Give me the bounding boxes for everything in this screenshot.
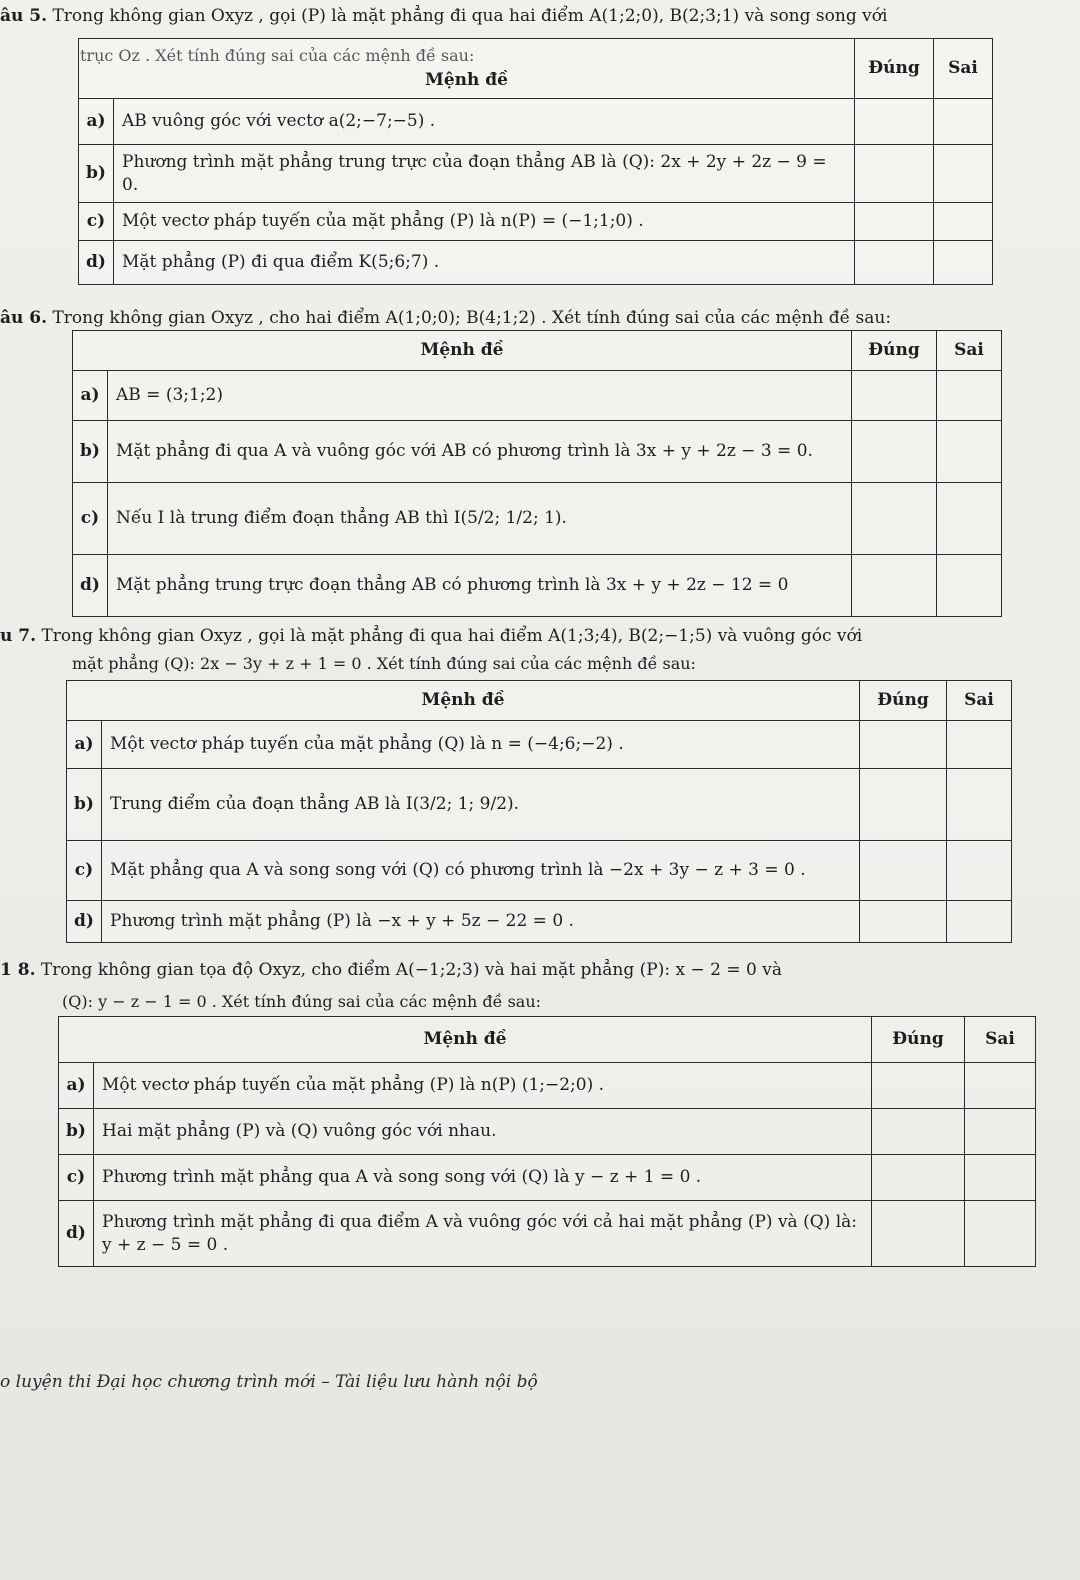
row-label: d) bbox=[73, 555, 108, 617]
row-statement: Một vectơ pháp tuyến của mặt phẳng (P) là n(P) = (−1;1;0) . bbox=[114, 203, 855, 241]
false-answer-cell[interactable] bbox=[965, 1201, 1036, 1267]
header-true: Đúng bbox=[852, 331, 937, 371]
row-statement: Mặt phẳng đi qua A và vuông góc với AB có phương trình là 3x + y + 2z − 3 = 0. bbox=[108, 421, 852, 483]
page-footer: o luyện thi Đại học chương trình mới – Tài liệu lưu hành nội bộ bbox=[0, 1372, 538, 1392]
table-row bbox=[73, 371, 1002, 421]
row-statement: Mặt phẳng qua A và song song với (Q) có phương trình là −2x + 3y − z + 3 = 0 . bbox=[102, 841, 860, 901]
false-answer-cell[interactable] bbox=[934, 99, 993, 145]
question-6-table bbox=[72, 330, 1002, 617]
row-statement: AB = (3;1;2) bbox=[108, 371, 852, 421]
true-answer-cell[interactable] bbox=[860, 769, 947, 841]
header-true: Đúng bbox=[872, 1017, 965, 1063]
row-statement: Nếu I là trung điểm đoạn thẳng AB thì I(5/2; 1/2; 1). bbox=[108, 483, 852, 555]
row-statement: Phương trình mặt phẳng qua A và song song với (Q) là y − z + 1 = 0 . bbox=[94, 1155, 872, 1201]
question-8-intro-2: (Q): y − z − 1 = 0 . Xét tính đúng sai của các mệnh đề sau: bbox=[62, 992, 542, 1011]
header-false: Sai bbox=[937, 331, 1002, 371]
row-statement: Một vectơ pháp tuyến của mặt phẳng (Q) là n = (−4;6;−2) . bbox=[102, 721, 860, 769]
true-answer-cell[interactable] bbox=[872, 1109, 965, 1155]
question-7-intro-2: mặt phẳng (Q): 2x − 3y + z + 1 = 0 . Xét tính đúng sai của các mệnh đề sau: bbox=[72, 654, 696, 673]
true-answer-cell[interactable] bbox=[855, 99, 934, 145]
row-statement: AB vuông góc với vectơ a(2;−7;−5) . bbox=[114, 99, 855, 145]
header-true: Đúng bbox=[855, 39, 934, 99]
row-label: b) bbox=[59, 1109, 94, 1155]
question-number: u 7. bbox=[0, 626, 37, 646]
true-answer-cell[interactable] bbox=[872, 1063, 965, 1109]
true-answer-cell[interactable] bbox=[855, 203, 934, 241]
true-answer-cell[interactable] bbox=[855, 241, 934, 285]
false-answer-cell[interactable] bbox=[937, 555, 1002, 617]
row-statement: Trung điểm của đoạn thẳng AB là I(3/2; 1; 9/2). bbox=[102, 769, 860, 841]
false-answer-cell[interactable] bbox=[947, 721, 1012, 769]
question-6-intro bbox=[0, 306, 891, 330]
row-label: a) bbox=[79, 99, 114, 145]
table-row bbox=[79, 241, 993, 285]
row-statement: Hai mặt phẳng (P) và (Q) vuông góc với nhau. bbox=[94, 1109, 872, 1155]
row-label: d) bbox=[79, 241, 114, 285]
row-label: a) bbox=[73, 371, 108, 421]
question-number: 1 8. bbox=[0, 960, 36, 980]
table-row bbox=[59, 1201, 1036, 1267]
question-7-table bbox=[66, 680, 1012, 943]
question-5-intro-2: trục Oz . Xét tính đúng sai của các mệnh đề sau: bbox=[80, 46, 475, 65]
row-label: d) bbox=[59, 1201, 94, 1267]
row-statement: Phương trình mặt phẳng trung trực của đoạn thẳng AB là (Q): 2x + 2y + 2z − 9 = 0. bbox=[114, 145, 855, 203]
true-answer-cell[interactable] bbox=[852, 555, 937, 617]
row-label: c) bbox=[59, 1155, 94, 1201]
question-8-intro bbox=[0, 958, 782, 982]
false-answer-cell[interactable] bbox=[937, 421, 1002, 483]
table-row bbox=[59, 1155, 1036, 1201]
header-false: Sai bbox=[947, 681, 1012, 721]
table-row bbox=[59, 1063, 1036, 1109]
table-row bbox=[59, 1109, 1036, 1155]
header-false: Sai bbox=[934, 39, 993, 99]
false-answer-cell[interactable] bbox=[947, 769, 1012, 841]
false-answer-cell[interactable] bbox=[934, 241, 993, 285]
false-answer-cell[interactable] bbox=[937, 371, 1002, 421]
question-text: Trong không gian tọa độ Oxyz, cho điểm A(−1;2;3) và hai mặt phẳng (P): x − 2 = 0 và bbox=[40, 960, 782, 980]
row-statement: Một vectơ pháp tuyến của mặt phẳng (P) là n(P) (1;−2;0) . bbox=[94, 1063, 872, 1109]
header-true: Đúng bbox=[860, 681, 947, 721]
question-text: Trong không gian Oxyz , gọi là mặt phẳng đi qua hai điểm A(1;3;4), B(2;−1;5) và vuông góc với bbox=[41, 626, 863, 646]
true-answer-cell[interactable] bbox=[872, 1201, 965, 1267]
table-row bbox=[67, 721, 1012, 769]
false-answer-cell[interactable] bbox=[934, 145, 993, 203]
question-5-intro bbox=[0, 4, 887, 28]
row-statement: Phương trình mặt phẳng (P) là −x + y + 5z − 22 = 0 . bbox=[102, 901, 860, 943]
false-answer-cell[interactable] bbox=[947, 841, 1012, 901]
true-answer-cell[interactable] bbox=[872, 1155, 965, 1201]
true-answer-cell[interactable] bbox=[855, 145, 934, 203]
header-statement: Mệnh đề bbox=[59, 1017, 872, 1063]
true-answer-cell[interactable] bbox=[852, 371, 937, 421]
row-label: a) bbox=[67, 721, 102, 769]
true-answer-cell[interactable] bbox=[860, 901, 947, 943]
table-row bbox=[73, 483, 1002, 555]
false-answer-cell[interactable] bbox=[937, 483, 1002, 555]
question-text: Trong không gian Oxyz , cho hai điểm A(1;0;0); B(4;1;2) . Xét tính đúng sai của các mệnh đề sau: bbox=[52, 308, 892, 328]
table-row bbox=[79, 145, 993, 203]
row-statement: Phương trình mặt phẳng đi qua điểm A và vuông góc với cả hai mặt phẳng (P) và (Q) là: y + z − 5 = 0 . bbox=[94, 1201, 872, 1267]
false-answer-cell[interactable] bbox=[965, 1155, 1036, 1201]
table-row bbox=[73, 555, 1002, 617]
question-5-table bbox=[78, 38, 993, 285]
false-answer-cell[interactable] bbox=[965, 1063, 1036, 1109]
row-label: a) bbox=[59, 1063, 94, 1109]
table-row bbox=[79, 203, 993, 241]
true-answer-cell[interactable] bbox=[852, 483, 937, 555]
row-label: b) bbox=[73, 421, 108, 483]
false-answer-cell[interactable] bbox=[934, 203, 993, 241]
table-row bbox=[79, 99, 993, 145]
table-row bbox=[67, 769, 1012, 841]
table-row bbox=[67, 841, 1012, 901]
header-statement: Mệnh đề bbox=[67, 681, 860, 721]
false-answer-cell[interactable] bbox=[965, 1109, 1036, 1155]
question-number: âu 6. bbox=[0, 308, 48, 328]
row-label: d) bbox=[67, 901, 102, 943]
row-label: b) bbox=[67, 769, 102, 841]
table-row bbox=[67, 901, 1012, 943]
row-label: c) bbox=[73, 483, 108, 555]
true-answer-cell[interactable] bbox=[852, 421, 937, 483]
header-false: Sai bbox=[965, 1017, 1036, 1063]
question-number: âu 5. bbox=[0, 6, 48, 26]
false-answer-cell[interactable] bbox=[947, 901, 1012, 943]
row-statement: Mặt phẳng trung trực đoạn thẳng AB có phương trình là 3x + y + 2z − 12 = 0 bbox=[108, 555, 852, 617]
header-statement: Mệnh đề bbox=[79, 39, 855, 99]
question-7-intro bbox=[0, 624, 862, 648]
row-label: c) bbox=[79, 203, 114, 241]
true-answer-cell[interactable] bbox=[860, 841, 947, 901]
header-statement: Mệnh đề bbox=[73, 331, 852, 371]
row-label: b) bbox=[79, 145, 114, 203]
question-text: Trong không gian Oxyz , gọi (P) là mặt phẳng đi qua hai điểm A(1;2;0), B(2;3;1) và song song với bbox=[52, 6, 888, 26]
row-label: c) bbox=[67, 841, 102, 901]
table-row bbox=[73, 421, 1002, 483]
question-8-table bbox=[58, 1016, 1036, 1267]
row-statement: Mặt phẳng (P) đi qua điểm K(5;6;7) . bbox=[114, 241, 855, 285]
true-answer-cell[interactable] bbox=[860, 721, 947, 769]
